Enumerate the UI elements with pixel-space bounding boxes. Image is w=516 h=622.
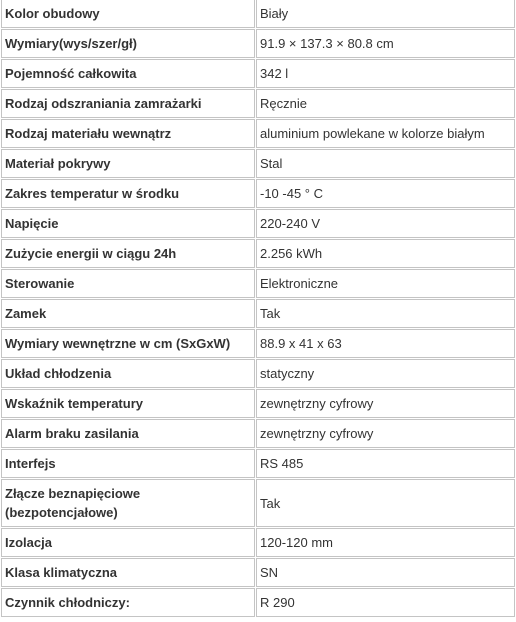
table-row <box>1 479 515 527</box>
row-label: Rodzaj materiału wewnątrz <box>1 119 255 148</box>
table-row <box>1 299 515 328</box>
table-row <box>1 179 515 208</box>
table-row <box>1 329 515 358</box>
row-label: Złącze beznapięciowe (bezpotencjałowe) <box>1 479 255 527</box>
table-row <box>1 0 515 28</box>
row-label: Układ chłodzenia <box>1 359 255 388</box>
table-row <box>1 528 515 557</box>
table-row <box>1 29 515 58</box>
row-value: Tak <box>256 299 515 328</box>
table-row <box>1 558 515 587</box>
row-label: Kolor obudowy <box>1 0 255 28</box>
row-label: Wymiary wewnętrzne w cm (SxGxW) <box>1 329 255 358</box>
row-label: Zakres temperatur w środku <box>1 179 255 208</box>
table-row <box>1 588 515 617</box>
row-value: Ręcznie <box>256 89 515 118</box>
row-label: Zamek <box>1 299 255 328</box>
row-value: Elektroniczne <box>256 269 515 298</box>
row-value: Biały <box>256 0 515 28</box>
row-value: 91.9 × 137.3 × 80.8 cm <box>256 29 515 58</box>
row-value: -10 -45 ° C <box>256 179 515 208</box>
row-label: Pojemność całkowita <box>1 59 255 88</box>
table-row <box>1 119 515 148</box>
row-value: 88.9 x 41 x 63 <box>256 329 515 358</box>
row-value: 2.256 kWh <box>256 239 515 268</box>
row-label: Rodzaj odszraniania zamrażarki <box>1 89 255 118</box>
row-label: Wskaźnik temperatury <box>1 389 255 418</box>
row-value: 342 l <box>256 59 515 88</box>
row-label: Izolacja <box>1 528 255 557</box>
row-label: Klasa klimatyczna <box>1 558 255 587</box>
table-row <box>1 449 515 478</box>
row-value: 120-120 mm <box>256 528 515 557</box>
table-row <box>1 59 515 88</box>
table-row <box>1 419 515 448</box>
row-value: R 290 <box>256 588 515 617</box>
row-value: RS 485 <box>256 449 515 478</box>
row-value: Stal <box>256 149 515 178</box>
table-row <box>1 209 515 238</box>
row-label: Alarm braku zasilania <box>1 419 255 448</box>
table-row <box>1 359 515 388</box>
row-label: Wymiary(wys/szer/gł) <box>1 29 255 58</box>
row-value: 220-240 V <box>256 209 515 238</box>
row-label: Zużycie energii w ciągu 24h <box>1 239 255 268</box>
row-value: aluminium powlekane w kolorze białym <box>256 119 515 148</box>
table-row <box>1 149 515 178</box>
specification-table-body <box>1 0 515 617</box>
row-label: Sterowanie <box>1 269 255 298</box>
table-row <box>1 269 515 298</box>
row-value: zewnętrzny cyfrowy <box>256 419 515 448</box>
table-row <box>1 239 515 268</box>
row-label: Czynnik chłodniczy: <box>1 588 255 617</box>
row-value: zewnętrzny cyfrowy <box>256 389 515 418</box>
row-label: Materiał pokrywy <box>1 149 255 178</box>
row-value: statyczny <box>256 359 515 388</box>
row-label: Interfejs <box>1 449 255 478</box>
table-row <box>1 389 515 418</box>
row-value: SN <box>256 558 515 587</box>
row-value: Tak <box>256 479 515 527</box>
table-row <box>1 89 515 118</box>
row-label: Napięcie <box>1 209 255 238</box>
